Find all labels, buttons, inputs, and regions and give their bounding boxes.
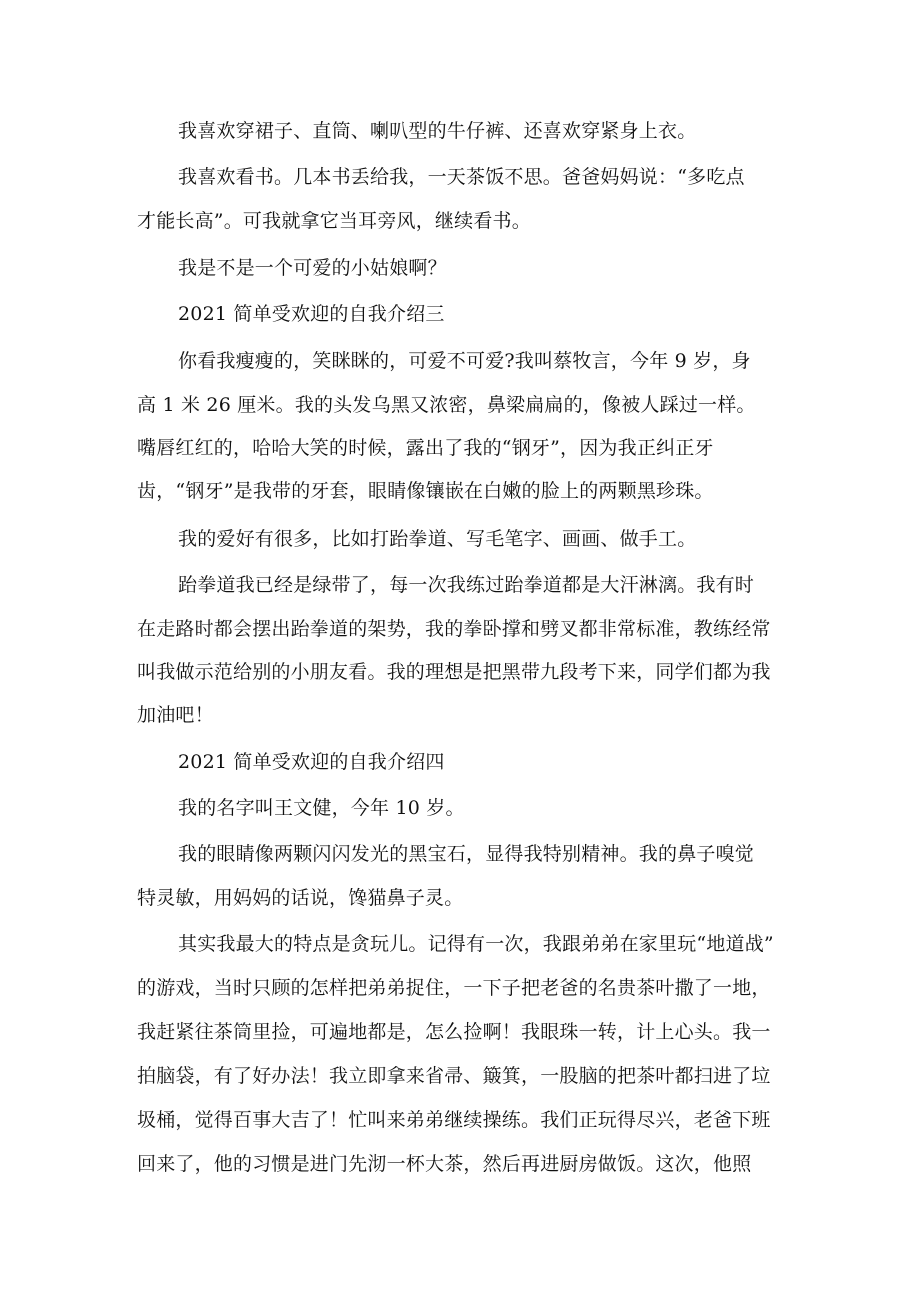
- paragraph-line: 我喜欢穿裙子、直筒、喇叭型的牛仔裤、还喜欢穿紧身上衣。: [178, 120, 697, 142]
- paragraph-line: 加油吧！: [137, 704, 214, 726]
- paragraph-line: 回来了，他的习惯是进门先沏一杯大茶，然后再进厨房做饭。这次，他照: [137, 1153, 752, 1175]
- paragraph-line: 叫我做示范给别的小朋友看。我的理想是把黑带九段考下来，同学们都为我: [137, 661, 771, 683]
- paragraph-line: 你看我瘦瘦的，笑眯眯的，可爱不可爱?我叫蔡牧言，今年 9 岁，身: [178, 350, 751, 372]
- paragraph-line: 才能长高”。可我就拿它当耳旁风，继续看书。: [137, 210, 531, 232]
- paragraph-line: 的游戏，当时只顾的怎样把弟弟捉住，一下子把老爸的名贵茶叶撒了一地，: [137, 977, 771, 999]
- paragraph-line: 我是不是一个可爱的小姑娘啊？: [178, 257, 447, 279]
- paragraph-line: 齿，“钢牙”是我带的牙套，眼睛像镶嵌在白嫩的脸上的两颗黑珍珠。: [137, 480, 714, 502]
- paragraph-line: 我的眼睛像两颗闪闪发光的黑宝石，显得我特别精神。我的鼻子嗅觉: [178, 843, 755, 865]
- paragraph-line: 我的爱好有很多，比如打跆拳道、写毛笔字、画画、做手工。: [178, 528, 697, 550]
- paragraph-line: 我喜欢看书。几本书丢给我，一天茶饭不思。爸爸妈妈说：“多吃点: [178, 166, 745, 188]
- paragraph-line: 嘴唇红红的，哈哈大笑的时候，露出了我的“钢牙”，因为我正纠正牙: [137, 437, 714, 459]
- section-heading: 2021 简单受欢迎的自我介绍三: [178, 303, 445, 325]
- paragraph-line: 我的名字叫王文健，今年 10 岁。: [178, 797, 465, 819]
- paragraph-line: 我赶紧往茶筒里捡，可遍地都是，怎么捡啊！我眼珠一转，计上心头。我一: [137, 1021, 771, 1043]
- paragraph-line: 圾桶，觉得百事大吉了！忙叫来弟弟继续操练。我们正玩得尽兴，老爸下班: [137, 1109, 771, 1131]
- paragraph-line: 在走路时都会摆出跆拳道的架势，我的拳卧撑和劈叉都非常标准，教练经常: [137, 618, 771, 640]
- paragraph-line: 跆拳道我已经是绿带了，每一次我练过跆拳道都是大汗淋漓。我有时: [178, 574, 755, 596]
- section-heading: 2021 简单受欢迎的自我介绍四: [178, 751, 445, 773]
- paragraph-line: 高 1 米 26 厘米。我的头发乌黑又浓密，鼻梁扁扁的，像被人踩过一样。: [137, 394, 756, 416]
- paragraph-line: 其实我最大的特点是贪玩儿。记得有一次，我跟弟弟在家里玩“地道战”: [178, 933, 774, 955]
- paragraph-line: 拍脑袋，有了好办法！我立即拿来省帚、簸箕，一股脑的把茶叶都扫进了垃: [137, 1065, 771, 1087]
- paragraph-line: 特灵敏，用妈妈的话说，馋猫鼻子灵。: [137, 887, 464, 909]
